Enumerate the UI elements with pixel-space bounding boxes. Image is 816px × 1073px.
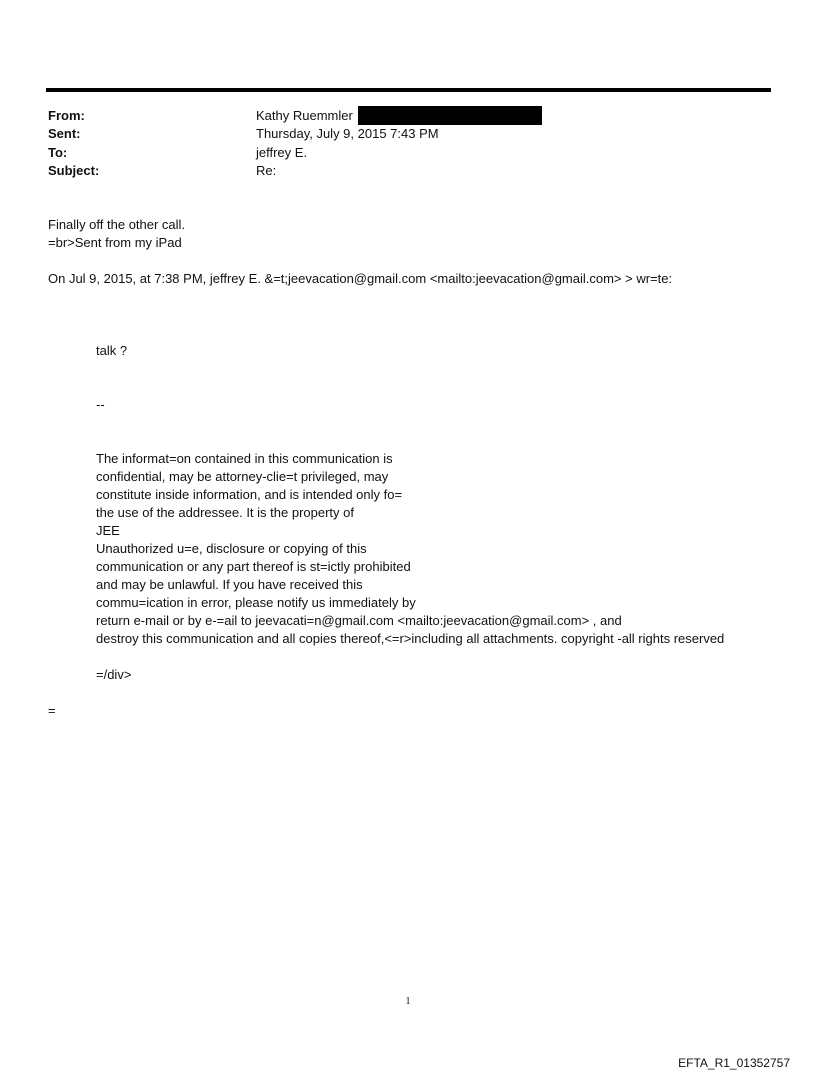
sent-label: Sent: — [48, 126, 81, 141]
header-rule — [46, 88, 771, 92]
body-line: =br>Sent from my iPad — [48, 235, 182, 250]
body-line: Finally off the other call. — [48, 217, 186, 232]
bates-number: EFTA_R1_01352757 — [678, 1056, 790, 1070]
page-number: 1 — [405, 996, 411, 1007]
sent-value: Thursday, July 9, 2015 7:43 PM — [256, 126, 439, 141]
disclaimer-line: destroy this communication and all copies thereof,<=r>including all attachments. copyright -all rights reserved — [96, 631, 725, 646]
signature-separator: -- — [96, 397, 105, 412]
subject-label: Subject: — [48, 163, 100, 178]
quoted-text: talk ? — [96, 343, 128, 358]
quote-intro: On Jul 9, 2015, at 7:38 PM, jeffrey E. &=t;jeevacation@gmail.com <mailto:jeevacation@gmail.com> > wr=te: — [48, 271, 673, 286]
disclaimer-line: communication or any part thereof is st=ictly prohibited — [96, 559, 411, 574]
disclaimer-line: return e-mail or by e-=ail to jeevacati=n@gmail.com <mailto:jeevacation@gmail.com> , and — [96, 613, 622, 628]
from-value: Kathy Ruemmler — [256, 108, 353, 123]
closing-tag: =/div> — [96, 667, 132, 682]
disclaimer-line: the use of the addressee. It is the property of — [96, 505, 354, 520]
from-label: From: — [48, 108, 85, 123]
disclaimer-line: commu=ication in error, please notify us immediately by — [96, 595, 416, 610]
disclaimer-line: Unauthorized u=e, disclosure or copying of this — [96, 541, 367, 556]
redaction-bar — [358, 106, 542, 125]
disclaimer-line: JEE — [96, 523, 120, 538]
disclaimer-line: and may be unlawful. If you have received this — [96, 577, 363, 592]
to-label: To: — [48, 145, 68, 160]
trailing-char: = — [48, 703, 56, 718]
disclaimer-line: constitute inside information, and is intended only fo= — [96, 487, 403, 502]
disclaimer-line: confidential, may be attorney-clie=t privileged, may — [96, 469, 389, 484]
disclaimer-line: The informat=on contained in this communication is — [96, 451, 393, 466]
to-value: jeffrey E. — [256, 145, 308, 160]
subject-value: Re: — [256, 163, 277, 178]
